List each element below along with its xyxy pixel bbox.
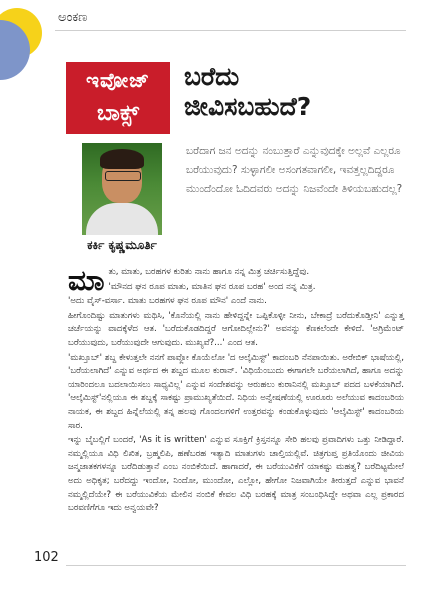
article-paragraph: 'ಮೌನದ ಘನ ರೂಪ ಮಾತು, ಮಾತಿನ ಘನ ರೂಪ ಬರಹ' ಅಂದ ನನ್ನ ಮಿತ್ರ. bbox=[108, 281, 316, 292]
intro-text: ಬರೆದಾಗ ಜನ ಅದನ್ನು ನಂಬುತ್ತಾರೆ ಎನ್ನುವುದಕ್ಕೇ ಅಲ್ಲವೆ ಎಲ್ಲರೂ ಬರೆಯುವುದು? ಸುಳ್ಳಾಗಲೀ ಅಸಂಗತವಾಗಲೀ, ಇವತ್ತಲ್ಲದಿದ್ದರೂ ಮುಂದೆಂದೋ ಓದಿದವರು ಅದನ್ನು ನಿಜವೆಂದೇ ತಿಳಿಯಬಹುದಲ್ಲ? bbox=[186, 145, 403, 195]
bottom-divider bbox=[66, 565, 406, 566]
article-title-line1: ಬರೆದು bbox=[184, 62, 240, 91]
article-paragraph: ಹೀಗೊಂದಿಷ್ಟು ಮಾತುಗಳು ಮಥಿಸಿ, 'ಕೊನೆಯಲ್ಲಿ ನಾನು ಹೇಳಿದ್ದನ್ನೇ ಒಪ್ಪಿಕೊಳ್ಳೀ ನೀನು, ಬೇಕಾದ್ರೆ ಬರೆದುಕೊಡ್ತೀನಿ' ಎನ್ನುತ್ತ ಚರ್ಚೆಯನ್ನು ವಾದಕ್ಕೆಳೆದ ಆತ. 'ಬರೆದುಕೊಡದಿದ್ದರೆ ಆಗೋದಿಲ್ಲೇನು?' ಅವನನ್ನು ಕೆಣಕಲೆಂದೇ ಕೇಳಿದೆ. 'ಅಗ್ರಿಮೆಂಟ್ ಬರೆಯುವುದು, ಬರೆಯುವುದೇ ಆಗುವುದು. ಮುಖ್ಯವೆ?...' ಎಂದ ಆತ. bbox=[68, 310, 404, 348]
page-number: 102 bbox=[34, 550, 59, 565]
drop-cap: ಮಾ bbox=[68, 264, 105, 297]
top-divider bbox=[55, 30, 406, 31]
article-body bbox=[68, 266, 404, 517]
column-logo-line2: ಬಾಕ್ಸ್ bbox=[97, 100, 139, 126]
column-logo bbox=[66, 62, 170, 134]
author-name: ಕರ್ಕಿ ಕೃಷ್ಣಮೂರ್ತಿ bbox=[87, 238, 157, 252]
article-paragraph: ತು, ಮಾತು, ಬರಹಗಳ ಕುರಿತು ನಾನು ಹಾಗೂ ನನ್ನ ಮಿತ್ರ ಚರ್ಚಿಸುತ್ತಿದ್ದೆವು. bbox=[108, 267, 310, 277]
article-paragraph: ಇನ್ನು ಬೈಬಲ್ಲಿಗೆ ಬಂದರೆ, 'As it is written' ಎನ್ನುವ ಸೂಕ್ತಿಗೆ ಕ್ರಿಸ್ತನನ್ನೂ ಸೇರಿ ಹಲವು ಪ್ರವಾದಿಗಳು ಒತ್ತು ನೀಡಿದ್ದಾರೆ. ನಮ್ಮಲ್ಲಿಯೂ ವಿಧಿ ಲಿಖಿತ, ಬ್ರಹ್ಮಲಿಪಿ, ಹಣೆಬರಹ ಇತ್ಯಾದಿ ಮಾತುಗಳು ಚಾಲ್ತಿಯಲ್ಲಿವೆ. ಚಿತ್ರಗುಪ್ತ ಪ್ರತಿಯೊಂದು ಜೀವಿಯ ಜನ್ಮಜಾತಕಗಳನ್ನೂ ಬರೆದಿಡುತ್ತಾನೆ ಎಂಬ ನಂಬಿಕೆಯಿದೆ. ಹಾಗಾದರೆ, ಈ ಬರೆಯುವಿಕೆಗೆ ಯಾಕಷ್ಟು ಮಹತ್ವ? ಬರೆದಿಟ್ಟಮೇಲೆ ಅದು ಅಧಿಕೃತ; ಬರೆದದ್ದು ಇಂದೋ, ನಿಂದೋ, ಮುಂದೋ, ಎಲ್ಲೋ, ಹೇಗೋ ನಿಜವಾಗಿಯೇ ತೀರುತ್ತದೆ ಎನ್ನುವ ಭಾವನೆ ನಮ್ಮಲ್ಲಿದೆಯೇ? ಈ ಬರೆಯುವಿಕೆಯ ಮೇಲಿನ ನಂಬಿಕೆ ಕೇವಲ ವಿಧಿ ಬರಹಕ್ಕೆ ಮಾತ್ರ ಸಂಬಂಧಿಸಿದ್ದೇ ಅಥವಾ ಎಲ್ಲ ಪ್ರಕಾರದ ಬರವಣಿಗೆಗೂ ಇದು ಅನ್ವಯವೇ? bbox=[68, 435, 404, 514]
column-logo-line1: ಇವೋಜ್ bbox=[85, 68, 151, 92]
article-title-line2: ಜೀವಿಸಬಹುದೆ? bbox=[184, 92, 312, 121]
article-paragraph: 'ಅದು ವೈಸ್-ವರ್ಸಾ. ಮಾತು ಬರಹಗಳ ಘನ ರೂಪ ಮೌನ' ಎಂದೆ ನಾನು. bbox=[68, 296, 267, 307]
author-photo bbox=[82, 143, 162, 235]
article-title bbox=[184, 62, 404, 122]
section-label: ಅಂಕಣ bbox=[58, 10, 88, 25]
article-paragraph: 'ಮಖ್ತೂಬ್' ಶಬ್ದ ಕೇಳುತ್ತಲೇ ನನಗೆ ಪಾವ್ಲೋ ಕೊಯೆಲೋ 'ದ ಆಲ್ಕೆಮಿಸ್ಟ್' ಕಾದಂಬರಿ ನೆನಪಾಯಿತು. ಅರೇಬಿಕ್ ಭಾಷೆಯಲ್ಲಿ, 'ಬರೆಯಲಾಗಿದೆ' ಎನ್ನುವ ಅರ್ಥದ ಈ ಶಬ್ದದ ಮೂಲ ಕುರಾನ್. 'ವಿಧಿಯೆಂಬುದು ಈಗಾಗಲೇ ಬರೆಯಲಾಗಿದೆ, ಹಾಗೂ ಅದನ್ನು ಯಾರಿಂದಲೂ ಬದಲಾಯಿಸಲು ಸಾಧ್ಯವಿಲ್ಲ' ಎನ್ನುವ ಸಂದೇಶವನ್ನು ಆರುಹಲು ಕುರಾನಿನಲ್ಲಿ ಮಖ್ತೂಬ್ ಪದದ ಬಳಕೆಯಾಗಿದೆ. 'ಆಲ್ಕೆಮಿಸ್ಟ್'ನಲ್ಲಿಯೂ ಈ ಶಬ್ದಕ್ಕೆ ಸಾಕಷ್ಟು ಪ್ರಾಮುಖ್ಯತೆಯಿದೆ. ನಿಧಿಯ ಅನ್ವೇಷಣೆಯಲ್ಲಿ ಊರೂರು ಅಲೆಯುವ ಕಾದಂಬರಿಯ ನಾಯಕ, ಈ ಶಬ್ದದ ಹಿನ್ನೆಲೆಯಲ್ಲಿ ತನ್ನ ಹಲವು ಗೊಂದಲಗಳಿಗೆ ಉತ್ತರವನ್ನು ಕಂಡುಕೊಳ್ಳುವುದು 'ಆಲ್ಕೆಮಿಸ್ಟ್' ಕಾದಂಬರಿಯ ಸಾರ. bbox=[68, 352, 404, 431]
